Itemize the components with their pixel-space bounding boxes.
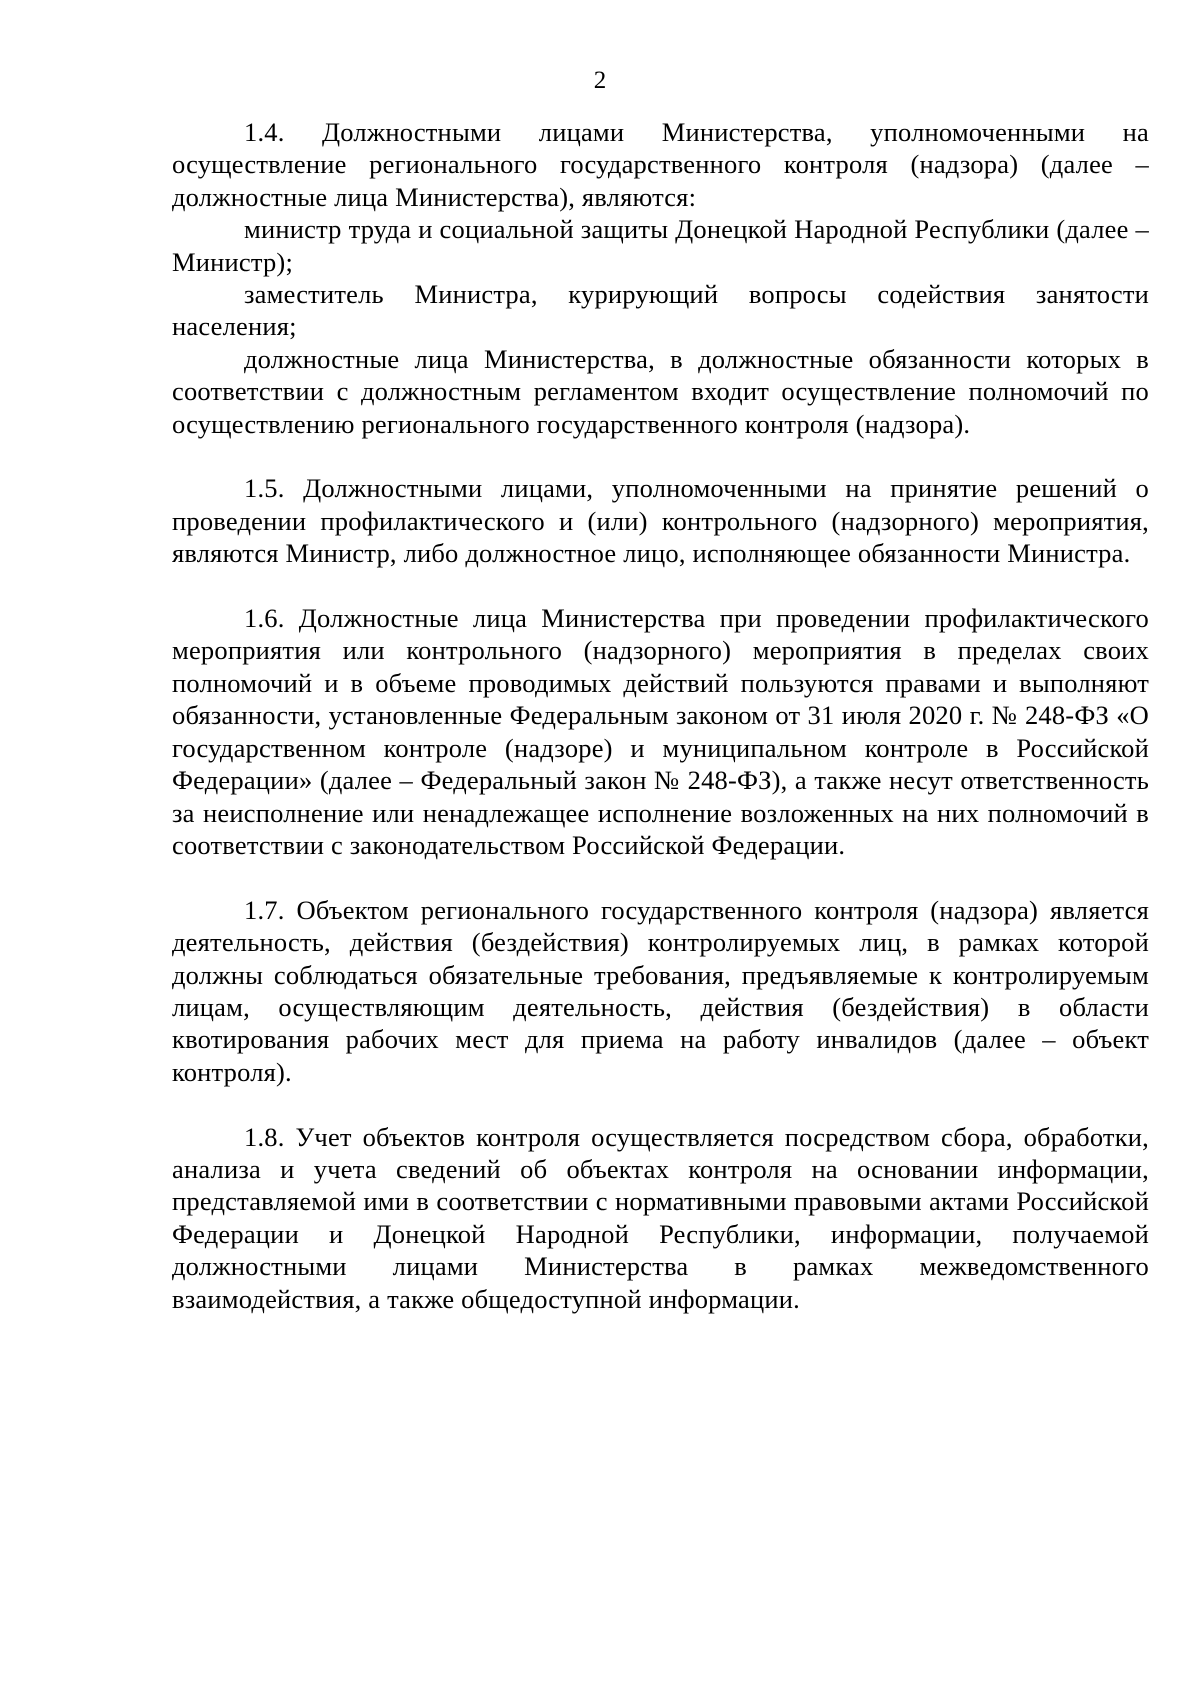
paragraph-1-7: 1.7. Объектом регионального государственного контроля (надзора) является деятельность, действия (бездействия) контролируемых лиц, в рамках которой должны соблюдаться обязательные требования, предъявляемые к контролируемым лицам, осуществляющим деятельность, действия (бездействия) в области квотирования рабочих мест для приема на работу инвалидов (далее – объект контроля). <box>172 894 1149 1087</box>
page-number: 2 <box>593 67 607 94</box>
paragraph-minister: министр труда и социальной защиты Донецкой Народной Республики (далее – Министр); <box>172 214 1149 277</box>
paragraph-1-5: 1.5. Должностными лицами, уполномоченными на принятие решений о проведении профилактического и (или) контрольного (надзорного) мероприятия, являются Министр, либо должностное лицо, исполняющее обязанности Министра. <box>172 473 1149 569</box>
paragraph-officials: должностные лица Министерства, в должностные обязанности которых в соответствии с должностным регламентом входит осуществление полномочий по осуществлению регионального государственного контроля (надзора). <box>172 343 1149 439</box>
paragraph-deputy-minister: заместитель Министра, курирующий вопросы содействия занятости населения; <box>172 279 1149 342</box>
document-body <box>172 116 1149 1315</box>
paragraph-1-6: 1.6. Должностные лица Министерства при проведении профилактического мероприятия или контрольного (надзорного) мероприятия в пределах своих полномочий и в объеме проводимых действий пользуются правами и выполняют обязанности, установленные Федеральным законом от 31 июля 2020 г. № 248-ФЗ «О государственном контроле (надзоре) и муниципальном контроле в Российской Федерации» (далее – Федеральный закон № 248-ФЗ), а также несут ответственность за неисполнение или ненадлежащее исполнение возложенных на них полномочий в соответствии с законодательством Российской Федерации. <box>172 603 1149 860</box>
paragraph-1-8: 1.8. Учет объектов контроля осуществляется посредством сбора, обработки, анализа и учета сведений об объектах контроля на основании информации, представляемой ими в соответствии с нормативными правовыми актами Российской Федерации и Донецкой Народной Республики, информации, получаемой должностными лицами Министерства в рамках межведомственного взаимодействия, а также общедоступной информации. <box>172 1121 1149 1314</box>
paragraph-1-4: 1.4. Должностными лицами Министерства, уполномоченными на осуществление регионального государственного контроля (надзора) (далее – должностные лица Министерства), являются: <box>172 117 1149 212</box>
